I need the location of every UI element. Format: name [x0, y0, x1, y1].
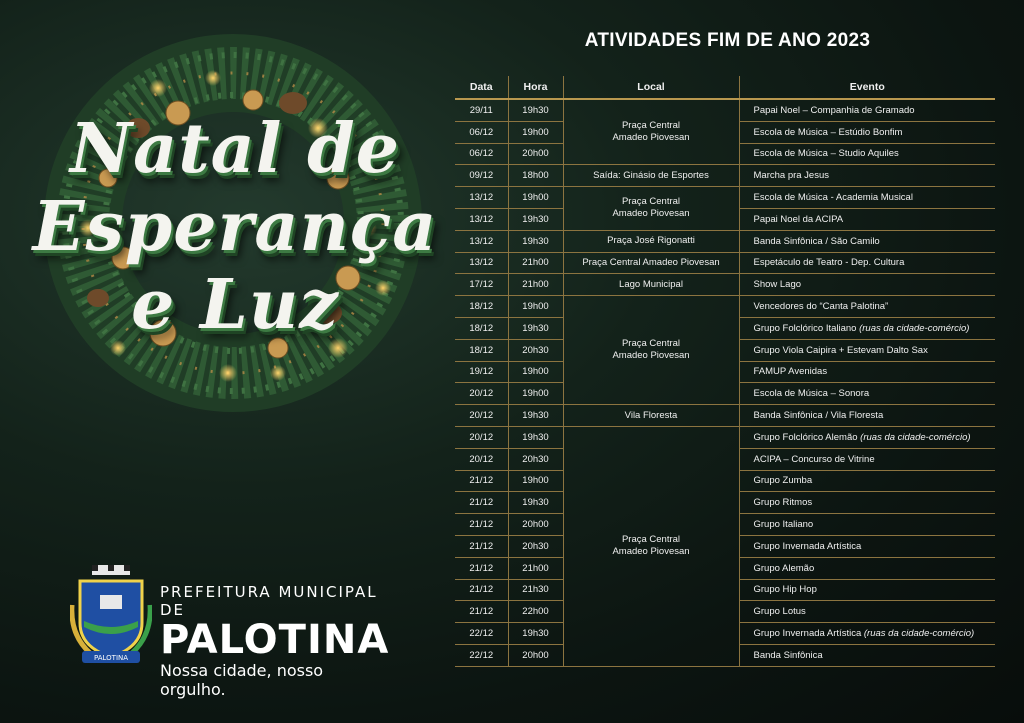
- cell-data: 21/12: [455, 601, 508, 623]
- cell-data: 19/12: [455, 361, 508, 383]
- table-row: [455, 426, 995, 448]
- evento-label: Grupo Italiano: [753, 519, 814, 531]
- cell-data: 13/12: [455, 252, 508, 274]
- evento-label: Grupo Alemão: [753, 562, 815, 574]
- title-line-1: Natal de: [69, 109, 400, 189]
- cell-evento: [739, 187, 995, 209]
- evento-label: Escola de Música – Sonora: [753, 388, 870, 400]
- table-row: [455, 165, 995, 187]
- cell-evento: [739, 361, 995, 383]
- header-data: Data: [455, 76, 508, 99]
- cell-data: 06/12: [455, 121, 508, 143]
- evento-label: Grupo Lotus: [753, 606, 806, 618]
- header-hora: Hora: [508, 76, 563, 99]
- cell-evento: [739, 99, 995, 121]
- evento-label: Grupo Folclórico Alemão: [753, 431, 858, 443]
- cell-data: 18/12: [455, 339, 508, 361]
- cell-hora: 19h00: [508, 383, 563, 405]
- logo-org: PREFEITURA MUNICIPAL DE: [160, 583, 378, 619]
- evento-note: (ruas da cidade-comércio): [860, 431, 971, 443]
- evento-note: (ruas da cidade-comércio): [863, 628, 975, 640]
- cell-evento: [739, 623, 995, 645]
- cell-data: 13/12: [455, 230, 508, 252]
- cell-data: 06/12: [455, 143, 508, 165]
- cell-evento: [739, 448, 995, 470]
- cell-evento: [739, 165, 995, 187]
- municipal-logo: [70, 565, 390, 699]
- cell-local: Saída: Ginásio de Esportes: [563, 165, 739, 187]
- cell-data: 20/12: [455, 426, 508, 448]
- cell-hora: 19h30: [508, 492, 563, 514]
- crest-label: PALOTINA: [93, 654, 129, 662]
- cell-hora: 19h30: [508, 208, 563, 230]
- evento-label: Banda Sinfônica: [753, 649, 823, 661]
- header-evento: Evento: [739, 76, 995, 99]
- evento-label: Grupo Ritmos: [753, 497, 813, 509]
- cell-evento: [739, 579, 995, 601]
- cell-hora: 20h30: [508, 339, 563, 361]
- cell-evento: [739, 601, 995, 623]
- cell-evento: [739, 252, 995, 274]
- cell-evento: [739, 535, 995, 557]
- cell-hora: 19h00: [508, 187, 563, 209]
- table-row: [455, 187, 995, 209]
- cell-data: 21/12: [455, 557, 508, 579]
- schedule-rows: [455, 99, 995, 666]
- cell-hora: 19h30: [508, 405, 563, 427]
- cell-hora: 19h30: [508, 426, 563, 448]
- evento-label: ACIPA – Concurso de Vitrine: [753, 453, 875, 465]
- evento-label: Show Lago: [753, 279, 802, 291]
- evento-label: FAMUP Avenidas: [753, 366, 828, 378]
- table-row: [455, 274, 995, 296]
- evento-label: Grupo Hip Hop: [753, 584, 817, 596]
- evento-label: Banda Sinfônica / São Camilo: [753, 235, 880, 247]
- cell-hora: 20h00: [508, 143, 563, 165]
- logo-slogan: Nossa cidade, nosso orgulho.: [160, 661, 324, 699]
- cell-hora: 18h00: [508, 165, 563, 187]
- cell-data: 21/12: [455, 535, 508, 557]
- cell-data: 18/12: [455, 296, 508, 318]
- cell-evento: [739, 383, 995, 405]
- cell-data: 29/11: [455, 99, 508, 121]
- evento-label: Escola de Música – Estúdio Bonfim: [753, 126, 903, 138]
- cell-evento: [739, 426, 995, 448]
- cell-data: 20/12: [455, 405, 508, 427]
- cell-data: 20/12: [455, 448, 508, 470]
- cell-hora: 20h30: [508, 535, 563, 557]
- evento-label: Grupo Folclórico Italiano: [753, 322, 857, 334]
- table-row: [455, 405, 995, 427]
- evento-label: Marcha pra Jesus: [753, 170, 830, 182]
- cell-hora: 19h30: [508, 623, 563, 645]
- cell-hora: 21h00: [508, 557, 563, 579]
- table-row: [455, 296, 995, 318]
- cell-local: Praça José Rigonatti: [563, 230, 739, 252]
- cell-data: 17/12: [455, 274, 508, 296]
- schedule-panel: [455, 0, 1000, 723]
- evento-label: Papai Noel da ACIPA: [753, 213, 844, 225]
- table-row: [455, 230, 995, 252]
- cell-evento: [739, 492, 995, 514]
- cell-data: 18/12: [455, 317, 508, 339]
- cell-hora: 20h00: [508, 514, 563, 536]
- table-row: [455, 99, 995, 121]
- cell-local: Praça Central Amadeo Piovesan: [563, 187, 739, 231]
- cell-evento: [739, 317, 995, 339]
- cell-evento: [739, 339, 995, 361]
- cell-local: Praça Central Amadeo Piovesan: [563, 296, 739, 405]
- table-row: [455, 252, 995, 274]
- cell-data: 13/12: [455, 208, 508, 230]
- evento-label: Papai Noel – Companhia de Gramado: [753, 104, 915, 116]
- cell-local: Praça Central Amadeo Piovesan: [563, 426, 739, 666]
- cell-data: 22/12: [455, 623, 508, 645]
- cell-hora: 19h00: [508, 470, 563, 492]
- cell-hora: 19h30: [508, 317, 563, 339]
- cell-evento: [739, 143, 995, 165]
- cell-local: Praça Central Amadeo Piovesan: [563, 99, 739, 165]
- cell-data: 09/12: [455, 165, 508, 187]
- cell-evento: [739, 557, 995, 579]
- cell-evento: [739, 230, 995, 252]
- evento-label: Escola de Música - Academia Musical: [753, 192, 913, 204]
- cell-hora: 19h00: [508, 296, 563, 318]
- cell-local: Vila Floresta: [563, 405, 739, 427]
- cell-evento: [739, 208, 995, 230]
- cell-data: 21/12: [455, 470, 508, 492]
- cell-evento: [739, 405, 995, 427]
- evento-label: Grupo Zumba: [753, 475, 813, 487]
- evento-label: Espetáculo de Teatro - Dep. Cultura: [753, 257, 905, 269]
- cell-evento: [739, 470, 995, 492]
- cell-data: 22/12: [455, 644, 508, 666]
- cell-data: 21/12: [455, 579, 508, 601]
- cell-local: Praça Central Amadeo Piovesan: [563, 252, 739, 274]
- evento-label: Escola de Música – Studio Aquiles: [753, 148, 899, 160]
- cell-data: 13/12: [455, 187, 508, 209]
- cell-hora: 20h00: [508, 644, 563, 666]
- evento-label: Grupo Viola Caipira + Estevam Dalto Sax: [753, 344, 928, 356]
- evento-note: (ruas da cidade-comércio): [859, 322, 970, 334]
- poster-art: [0, 0, 450, 723]
- cell-local: Lago Municipal: [563, 274, 739, 296]
- cell-hora: 19h30: [508, 99, 563, 121]
- poster-title: [30, 110, 440, 344]
- cell-evento: [739, 644, 995, 666]
- evento-label: Grupo Invernada Artística: [753, 628, 862, 640]
- cell-data: 20/12: [455, 383, 508, 405]
- evento-label: Vencedores do “Canta Palotina”: [753, 301, 889, 313]
- cell-hora: 21h30: [508, 579, 563, 601]
- city-crest-icon: [70, 565, 152, 665]
- cell-hora: 21h00: [508, 252, 563, 274]
- schedule-table: [455, 76, 995, 667]
- table-header-row: [455, 76, 995, 99]
- cell-evento: [739, 121, 995, 143]
- cell-hora: 19h30: [508, 230, 563, 252]
- schedule-heading: ATIVIDADES FIM DE ANO 2023: [584, 30, 871, 51]
- cell-hora: 20h30: [508, 448, 563, 470]
- evento-label: Grupo Invernada Artística: [753, 540, 862, 552]
- cell-hora: 21h00: [508, 274, 563, 296]
- cell-data: 21/12: [455, 514, 508, 536]
- cell-evento: [739, 296, 995, 318]
- cell-evento: [739, 274, 995, 296]
- logo-city: PALOTINA: [160, 617, 390, 663]
- title-line-3: e Luz: [131, 265, 339, 345]
- cell-hora: 19h00: [508, 361, 563, 383]
- header-local: Local: [563, 76, 739, 99]
- cell-evento: [739, 514, 995, 536]
- evento-label: Banda Sinfônica / Vila Floresta: [753, 410, 884, 422]
- title-line-2: Esperança: [32, 187, 438, 267]
- cell-hora: 22h00: [508, 601, 563, 623]
- cell-hora: 19h00: [508, 121, 563, 143]
- cell-data: 21/12: [455, 492, 508, 514]
